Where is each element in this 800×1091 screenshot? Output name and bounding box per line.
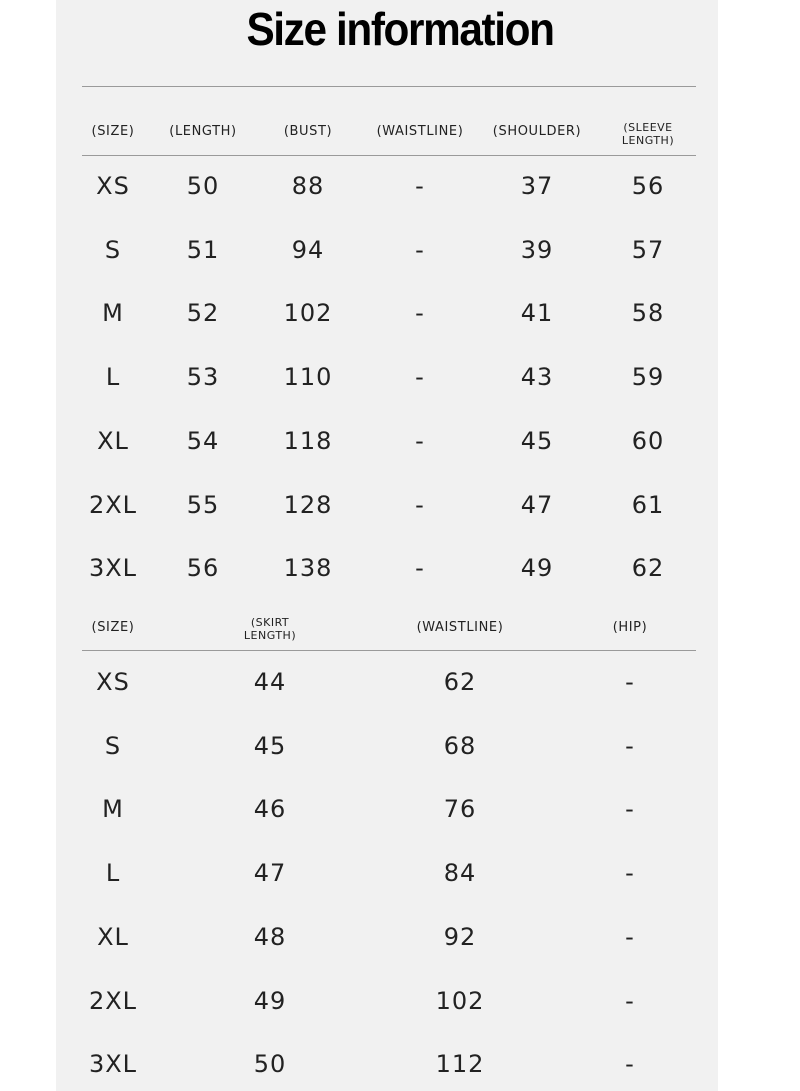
top-table-cell: 2XL (88, 490, 138, 519)
top-table-cell: 47 (520, 490, 554, 519)
bottom-table-cell: 76 (443, 795, 477, 824)
bottom-table-header-0: (SIZE) (91, 620, 135, 635)
top-table-cell: 60 (631, 426, 665, 455)
bottom-table-cell: 45 (253, 731, 287, 760)
top-table-cell: 54 (186, 426, 220, 455)
bottom-table-cell: S (104, 731, 122, 760)
top-table-cell: 102 (283, 299, 333, 328)
bottom-table-cell: 44 (253, 668, 287, 696)
bottom-table-row (0, 923, 800, 963)
top-table-cell: XS (96, 172, 130, 200)
bottom-table-cell: 2XL (88, 986, 138, 1015)
bottom-table-header-3: (HIP) (612, 620, 648, 635)
top-table-cell: 45 (520, 426, 554, 455)
top-table-cell: 52 (186, 299, 220, 328)
top-table-cell: 49 (520, 554, 554, 583)
bottom-table-cell: XL (97, 922, 129, 951)
top-table-cell: - (415, 235, 425, 264)
top-table-cell: 110 (283, 363, 333, 392)
top-table-cell: 39 (520, 235, 554, 264)
top-table-cell: 62 (631, 554, 665, 583)
top-table-cell: 56 (186, 554, 220, 583)
top-table-row (0, 554, 800, 594)
top-table-cell: 94 (291, 235, 325, 264)
top-table-cell: XL (97, 426, 129, 455)
top-table-cell: 128 (283, 490, 333, 519)
bottom-table-cell: - (625, 668, 635, 696)
page-title: Size information (246, 3, 554, 55)
top-table-cell: - (415, 172, 425, 200)
top-table-cell: 50 (186, 172, 220, 200)
top-table-cell: 53 (186, 363, 220, 392)
top-table-cell: 88 (291, 172, 325, 200)
top-table-header-0: (SIZE) (91, 124, 135, 139)
top-table-row (0, 236, 800, 276)
top-table-cell: 59 (631, 363, 665, 392)
bottom-table-header-2: (WAISTLINE) (416, 620, 504, 635)
top-table-cell: - (415, 490, 425, 519)
bottom-table-cell: 68 (443, 731, 477, 760)
top-table-cell: 37 (520, 172, 554, 200)
top-table-header-1: (LENGTH) (169, 124, 237, 139)
top-table-cell: 41 (520, 299, 554, 328)
bottom-table-cell: 47 (253, 859, 287, 888)
bottom-table-cell: M (102, 795, 124, 824)
bottom-table-row (0, 668, 800, 708)
bottom-table-cell: - (625, 795, 635, 824)
top-header-divider (82, 155, 696, 156)
bottom-table-cell: 84 (443, 859, 477, 888)
bottom-table-cell: 49 (253, 986, 287, 1015)
bottom-table-cell: - (625, 922, 635, 951)
top-table-cell: 58 (631, 299, 665, 328)
top-table-cell: L (105, 363, 121, 392)
bottom-table-cell: L (105, 859, 121, 888)
top-table-cell: - (415, 363, 425, 392)
bottom-table-row (0, 1050, 800, 1090)
bottom-table-row (0, 732, 800, 772)
bottom-table-cell: 50 (253, 1050, 287, 1079)
top-table-header-2: (BUST) (283, 124, 333, 139)
top-table-cell: 51 (186, 235, 220, 264)
bottom-header-divider (82, 650, 696, 651)
top-table-header-5: (SLEEVE LENGTH) (621, 121, 675, 147)
top-table-row (0, 427, 800, 467)
bottom-table-cell: - (625, 731, 635, 760)
top-table-cell: 55 (186, 490, 220, 519)
top-table-cell: S (104, 235, 122, 264)
top-table-row (0, 172, 800, 212)
bottom-table-cell: - (625, 986, 635, 1015)
bottom-table-cell: XS (96, 668, 130, 696)
top-table-cell: 61 (631, 490, 665, 519)
bottom-table-cell: - (625, 1050, 635, 1079)
top-table-cell: 118 (283, 426, 333, 455)
bottom-table-cell: 46 (253, 795, 287, 824)
top-table-header-3: (WAISTLINE) (376, 124, 464, 139)
bottom-table-cell: 3XL (88, 1050, 138, 1079)
top-table-cell: 43 (520, 363, 554, 392)
bottom-table-cell: 102 (435, 986, 485, 1015)
top-table-row (0, 491, 800, 531)
top-table-cell: - (415, 426, 425, 455)
top-table-cell: 138 (283, 554, 333, 583)
top-table-row (0, 299, 800, 339)
top-table-row (0, 363, 800, 403)
bottom-table-row (0, 859, 800, 899)
bottom-table-header-1: (SKIRT LENGTH) (243, 616, 297, 642)
top-table-cell: - (415, 299, 425, 328)
top-table-cell: 57 (631, 235, 665, 264)
bottom-table-cell: - (625, 859, 635, 888)
top-table-cell: - (415, 554, 425, 583)
bottom-table-cell: 112 (435, 1050, 485, 1079)
top-table-cell: M (102, 299, 124, 328)
top-table-header-4: (SHOULDER) (492, 124, 582, 139)
bottom-table-cell: 92 (443, 922, 477, 951)
top-table-cell: 56 (631, 172, 665, 200)
bottom-table-cell: 62 (443, 668, 477, 696)
top-table-cell: 3XL (88, 554, 138, 583)
bottom-table-row (0, 987, 800, 1027)
title-divider (82, 86, 696, 87)
bottom-table-cell: 48 (253, 922, 287, 951)
bottom-table-row (0, 795, 800, 835)
